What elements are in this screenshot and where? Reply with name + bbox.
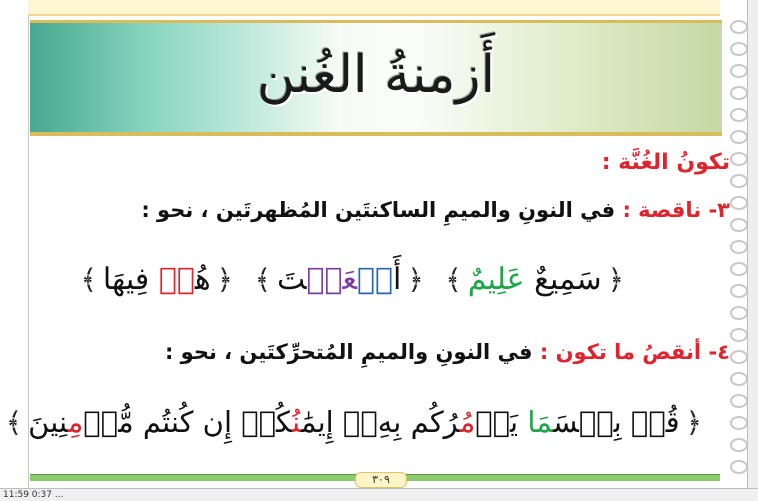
- ornament-bracket-icon: ﴿: [685, 406, 702, 439]
- verse-part-highlight: نُ: [292, 405, 301, 439]
- ring-icon: [730, 284, 748, 298]
- ring-icon: [730, 306, 748, 320]
- ring-icon: [730, 416, 748, 430]
- ring-icon: [730, 262, 748, 276]
- verse-part-highlight: مُ: [459, 405, 476, 439]
- verse-2: [0, 405, 708, 439]
- verse-part: يَأۡ: [475, 405, 519, 439]
- item-3-text: في النونِ والميمِ الساكنتَين المُظهرتَين ، نحو :: [141, 198, 616, 222]
- verse-part-highlight: مَا: [527, 405, 553, 439]
- word-part: هُ: [194, 262, 211, 297]
- verse-1: [74, 262, 630, 297]
- ornament-bracket-icon: ﴾: [80, 263, 97, 296]
- page-title: أَزمنةُ الغُنن: [256, 45, 496, 105]
- ring-icon: [730, 196, 748, 210]
- page-number: ٣٠٩: [355, 472, 407, 488]
- top-strip: [28, 0, 720, 16]
- ornament-bracket-icon: ﴿: [407, 263, 424, 296]
- item-3-number: ٣-: [708, 198, 730, 222]
- verse-part: قُلۡ بِئۡسَ: [552, 405, 680, 439]
- word-highlight: عَلِيمٌ: [467, 262, 525, 297]
- word-part-highlight: نۡ: [356, 262, 393, 297]
- heading-text: تكونُ الغُنَّة :: [601, 150, 730, 175]
- status-text: 11:59 0:37 ...: [3, 490, 64, 500]
- item-3-label: ناقصة :: [622, 198, 702, 222]
- ring-icon: [730, 152, 748, 166]
- verse-part: كُمۡ إِن كُنتُم مُّؤۡ: [83, 405, 293, 439]
- item-4-label: أنقصُ ما تكون :: [539, 340, 702, 364]
- item-4-text: في النونِ والميمِ المُتحرِّكتَين ، نحو :: [164, 340, 533, 364]
- ornament-bracket-icon: ﴿: [607, 263, 624, 296]
- ring-icon: [730, 394, 748, 408]
- ring-icon: [730, 130, 748, 144]
- item-4: [165, 340, 730, 364]
- item-4-number: ٤-: [708, 340, 730, 364]
- word-part-highlight: مۡ: [158, 262, 195, 297]
- status-bar: [0, 488, 758, 501]
- ring-icon: [730, 438, 748, 452]
- ring-icon: [730, 350, 748, 364]
- ornament-bracket-icon: ﴿: [216, 263, 234, 296]
- ring-icon: [730, 108, 748, 122]
- ring-icon: [730, 20, 748, 34]
- ring-icon: [730, 372, 748, 386]
- word-part-highlight: عَمۡ: [306, 262, 357, 297]
- item-3: [141, 198, 730, 222]
- verse-part: رُكُم بِهِۦٓ إِيمَٰ: [300, 405, 460, 439]
- heading: [602, 150, 730, 175]
- ring-icon: [730, 86, 748, 100]
- verse-part-highlight: مِ: [67, 405, 84, 439]
- word-part: تَ: [277, 262, 307, 297]
- ring-icon: [730, 240, 748, 254]
- ring-icon: [730, 218, 748, 232]
- verse-part: نِينَ: [28, 405, 68, 439]
- ornament-bracket-icon: ﴾: [5, 406, 23, 439]
- ring-icon: [730, 42, 748, 56]
- ornament-bracket-icon: ﴾: [254, 263, 272, 296]
- title-banner: [30, 20, 722, 136]
- ornament-bracket-icon: ﴾: [445, 263, 462, 296]
- word-part: أَ: [392, 262, 402, 297]
- ring-icon: [730, 460, 748, 474]
- ring-icon: [730, 64, 748, 78]
- spiral-binding: [730, 20, 746, 490]
- vertical-scrollbar[interactable]: [747, 0, 758, 500]
- word: فِيهَا: [102, 262, 150, 297]
- ring-icon: [730, 174, 748, 188]
- word: سَمِيعٌ: [534, 262, 602, 297]
- ring-icon: [730, 328, 748, 342]
